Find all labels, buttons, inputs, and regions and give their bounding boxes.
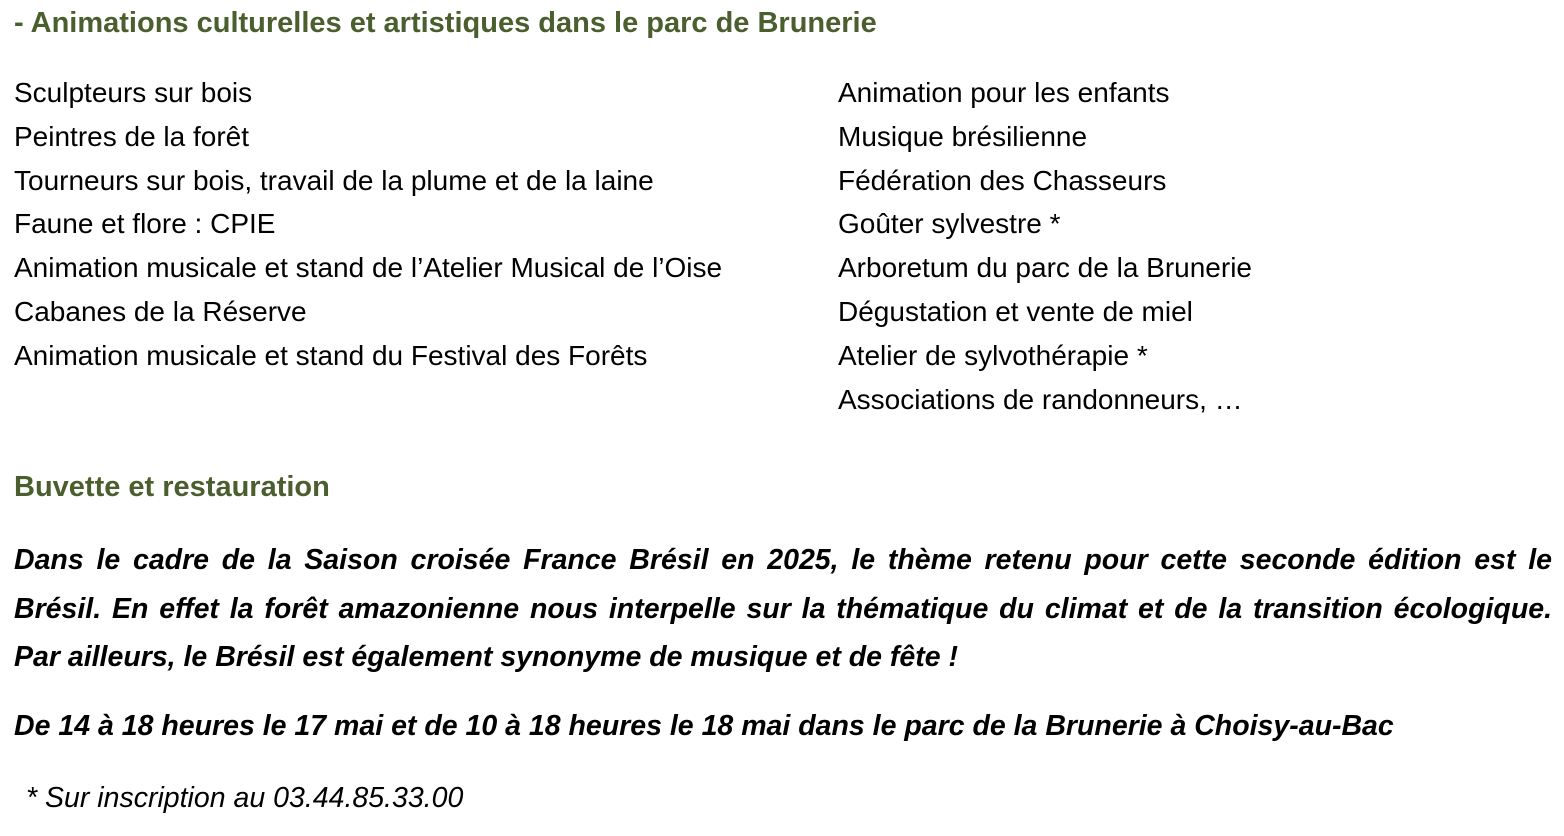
list-item: Peintres de la forêt	[14, 120, 250, 152]
theme-paragraph: Dans le cadre de la Saison croisée France Brésil en 2025, le thème retenu pour cette seconde édition est le Brésil. En effet la forêt amazonienne nous interpelle sur la thématique du climat et de la transition écologique. Par ailleurs, le Brésil est également synonyme de musique et de fête !	[14, 544, 1552, 673]
list-item: Animation pour les enfants	[838, 77, 1170, 108]
list-item: Tourneurs sur bois, travail de la plume et de la laine	[14, 164, 654, 196]
list-item: Faune et flore : CPIE	[14, 208, 276, 240]
section-heading-animations: - Animations culturelles et artistiques dans le parc de Brunerie	[14, 7, 877, 39]
right-activity-list	[838, 71, 1538, 421]
list-item: Cabanes de la Réserve	[14, 295, 307, 327]
section-heading-refreshments: Buvette et restauration	[14, 471, 330, 503]
list-item: Fédération des Chasseurs	[838, 164, 1167, 196]
list-item: Animation musicale et stand du Festival des Forêts	[14, 339, 648, 371]
list-item: Sculpteurs sur bois	[14, 77, 253, 108]
list-item: Associations de randonneurs, …	[838, 383, 1243, 415]
schedule-paragraph: De 14 à 18 heures le 17 mai et de 10 à 18 heures le 18 mai dans le parc de la Brunerie à Choisy-au-Bac	[14, 710, 1394, 742]
registration-footnote: * Sur inscription au 03.44.85.33.00	[26, 782, 464, 814]
list-item: Musique brésilienne	[838, 120, 1088, 152]
list-item: Dégustation et vente de miel	[838, 295, 1193, 327]
list-item: Arboretum du parc de la Brunerie	[838, 252, 1252, 284]
list-item: Atelier de sylvothérapie *	[838, 339, 1148, 371]
left-activity-list	[14, 71, 730, 378]
list-item: Goûter sylvestre *	[838, 208, 1061, 240]
list-item: Animation musicale et stand de l’Atelier Musical de l’Oise	[14, 252, 723, 284]
